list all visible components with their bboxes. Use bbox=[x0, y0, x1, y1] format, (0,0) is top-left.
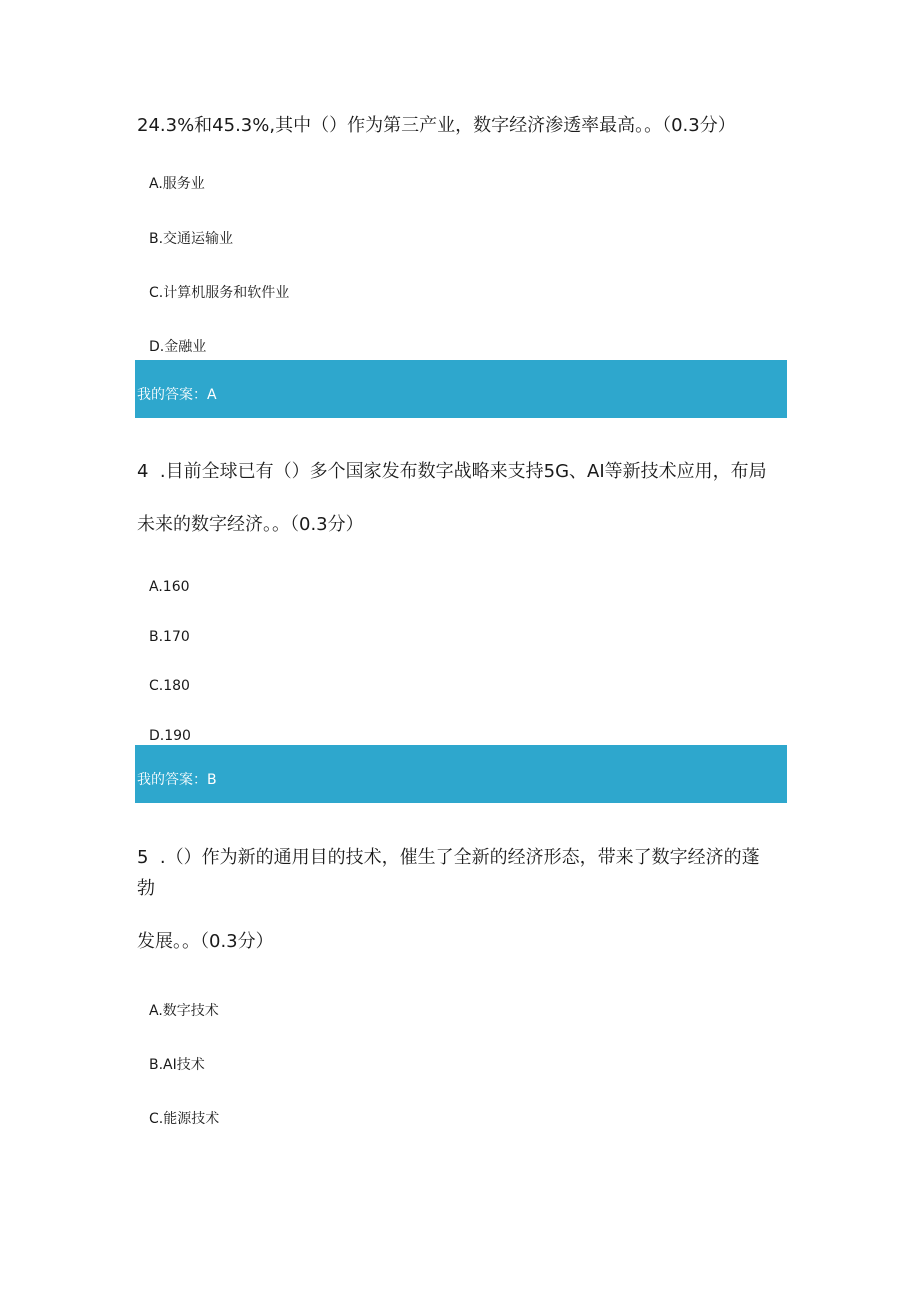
question-3-answer-bar bbox=[135, 360, 787, 418]
question-5-option-c[interactable]: C.能源技术 bbox=[149, 1111, 220, 1127]
question-4-answer: 我的答案：B bbox=[137, 772, 217, 788]
question-5-text-line-1: 5 .（）作为新的通用目的技术，催生了全新的经济形态，带来了数字经济的蓬 bbox=[137, 847, 760, 868]
question-4-text-line-1: 4 .目前全球已有（）多个国家发布数字战略来支持5G、AI等新技术应用，布局 bbox=[137, 461, 767, 482]
question-3-option-a[interactable]: A.服务业 bbox=[149, 176, 205, 192]
question-3-option-c[interactable]: C.计算机服务和软件业 bbox=[149, 285, 290, 301]
question-4-option-d[interactable]: D.190 bbox=[149, 728, 191, 744]
question-3-option-b[interactable]: B.交通运输业 bbox=[149, 231, 234, 247]
question-5-text-line-3: 发展。。（0.3分） bbox=[137, 931, 274, 952]
question-4-option-b[interactable]: B.170 bbox=[149, 629, 190, 645]
question-3-answer: 我的答案：A bbox=[137, 387, 217, 403]
question-3-text: 24.3%和45.3%,其中（）作为第三产业，数字经济渗透率最高。。（0.3分） bbox=[137, 115, 736, 136]
question-5-text-line-2: 勃 bbox=[137, 878, 155, 899]
question-4-answer-bar bbox=[135, 745, 787, 803]
question-5-option-a[interactable]: A.数字技术 bbox=[149, 1003, 219, 1019]
question-3-option-d[interactable]: D.金融业 bbox=[149, 339, 207, 355]
question-4-option-c[interactable]: C.180 bbox=[149, 678, 190, 694]
question-4-option-a[interactable]: A.160 bbox=[149, 579, 190, 595]
question-4-text-line-2: 未来的数字经济。。（0.3分） bbox=[137, 514, 364, 535]
question-5-option-b[interactable]: B.AI技术 bbox=[149, 1057, 205, 1073]
